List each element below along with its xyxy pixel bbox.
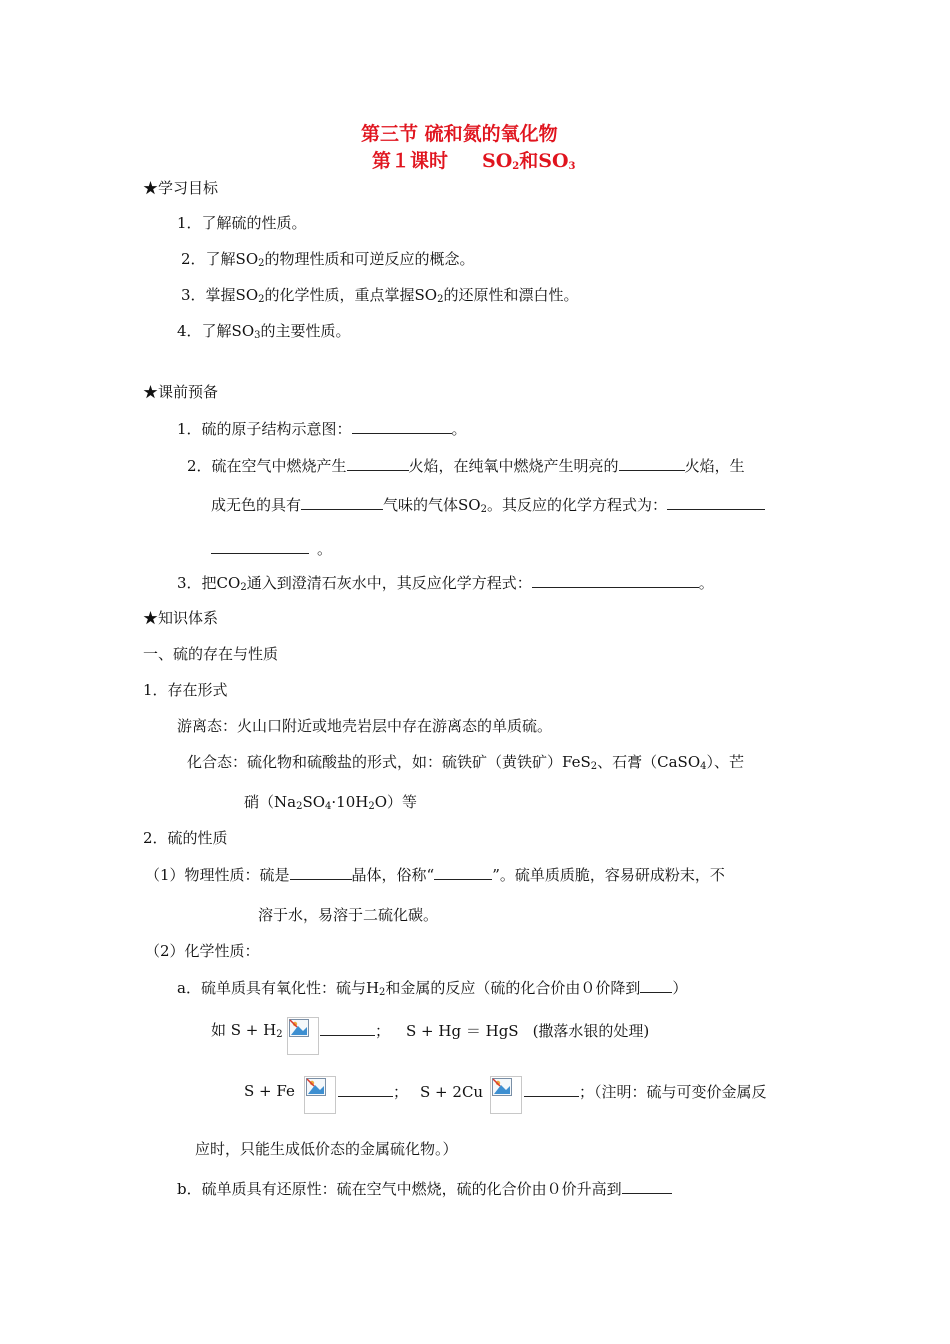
goal-item-1: 1．了解硫的性质。 xyxy=(177,214,307,232)
preview-q3: 3．把$CO_2$通入到澄清石灰水中，其反应化学方程式： 。 xyxy=(177,574,714,593)
formula-so2: SO xyxy=(482,150,513,172)
goal-item-4: 4．了解$SO_3$的主要性质。 xyxy=(177,322,351,341)
answer-blank[interactable] xyxy=(434,864,492,880)
answer-blank[interactable] xyxy=(338,1081,393,1097)
answer-blank[interactable] xyxy=(524,1081,579,1097)
physical-props-line1: （1）物理性质：硫是 晶体，俗称“ ”。硫单质质脆，容易研成粉末，不 xyxy=(145,866,725,884)
preview-q2-line1: 2．硫在空气中燃烧产生 火焰，在纯氧中燃烧产生明亮的 火焰，生 xyxy=(187,457,745,475)
equation-2-mid: ； S + 2Cu xyxy=(338,1081,483,1102)
equation-2-note: 应时，只能生成低价态的金属硫化物。） xyxy=(195,1140,458,1158)
preview-q1: 1．硫的原子结构示意图： 。 xyxy=(177,420,467,438)
preview-q2-line3: 。 xyxy=(211,538,332,559)
equation-1-rest: ； S + Hg ＝ HgS (撒落水银的处理) xyxy=(320,1020,649,1041)
broken-image-icon xyxy=(304,1076,336,1114)
answer-blank[interactable] xyxy=(352,418,452,434)
preview-heading: ★课前预备 xyxy=(143,383,219,401)
formula-so3: 和SO xyxy=(519,150,569,172)
answer-blank[interactable] xyxy=(532,572,699,588)
subsection-heading: 1．存在形式 xyxy=(143,681,228,699)
combined-state-line1: 化合态：硫化物和硫酸盐的形式，如：硫铁矿（黄铁矿）FeS$_2$、石膏（CaSO$_4$）、芒 xyxy=(187,753,745,772)
goal-item-3: 3．掌握$SO_2$的化学性质，重点掌握$SO_2$的还原性和漂白性。 xyxy=(181,286,579,305)
free-state-text: 游离态：火山口附近或地壳岩层中存在游离态的单质硫。 xyxy=(177,717,553,735)
equation-1-prefix: 如 $S + H_2$ xyxy=(211,1021,283,1040)
goals-heading: ★学习目标 xyxy=(143,179,219,197)
reducing-text: b．硫单质具有还原性：硫在空气中燃烧，硫的化合价由０价升高到 xyxy=(177,1178,672,1199)
answer-blank[interactable] xyxy=(320,1020,375,1036)
lesson-subtitle: 第１课时 $SO_2$和$SO_3$ xyxy=(372,150,576,172)
answer-blank[interactable] xyxy=(640,977,672,993)
answer-blank[interactable] xyxy=(301,494,383,510)
subsection-heading: 2．硫的性质 xyxy=(143,829,228,847)
answer-blank[interactable] xyxy=(347,455,409,471)
combined-state-line2: 硝$(Na_2SO_4\cdot 10H_2O)$等 xyxy=(244,793,418,812)
physical-props-line2: 溶于水，易溶于二硫化碳。 xyxy=(258,906,439,924)
lesson-title: 第三节 硫和氮的氧化物 xyxy=(361,123,558,145)
broken-image-icon xyxy=(287,1017,319,1055)
goal-item-2: 2．了解$SO_2$的物理性质和可逆反应的概念。 xyxy=(181,250,475,269)
answer-blank[interactable] xyxy=(619,455,685,471)
preview-q2-line2: 成无色的具有 气味的气体$SO_2$。其反应的化学方程式为： xyxy=(211,494,765,520)
answer-blank[interactable] xyxy=(211,538,309,554)
broken-image-icon xyxy=(490,1076,522,1114)
knowledge-heading: ★知识体系 xyxy=(143,609,219,627)
lesson-number: 第１课时 xyxy=(372,150,449,172)
oxidizing-text: a．硫单质具有氧化性：硫与$H_2$和金属的反应（硫的化合价由０价降到 ） xyxy=(177,979,688,998)
answer-blank[interactable] xyxy=(622,1178,672,1194)
equation-2-rest: ；（注明：硫与可变价金属反 xyxy=(524,1081,767,1102)
equation-2-prefix: S + Fe xyxy=(244,1082,295,1100)
chemical-props-heading: （2）化学性质： xyxy=(145,942,260,960)
section-heading: 一、硫的存在与性质 xyxy=(143,645,279,663)
answer-blank[interactable] xyxy=(667,494,765,510)
answer-blank[interactable] xyxy=(290,864,352,880)
